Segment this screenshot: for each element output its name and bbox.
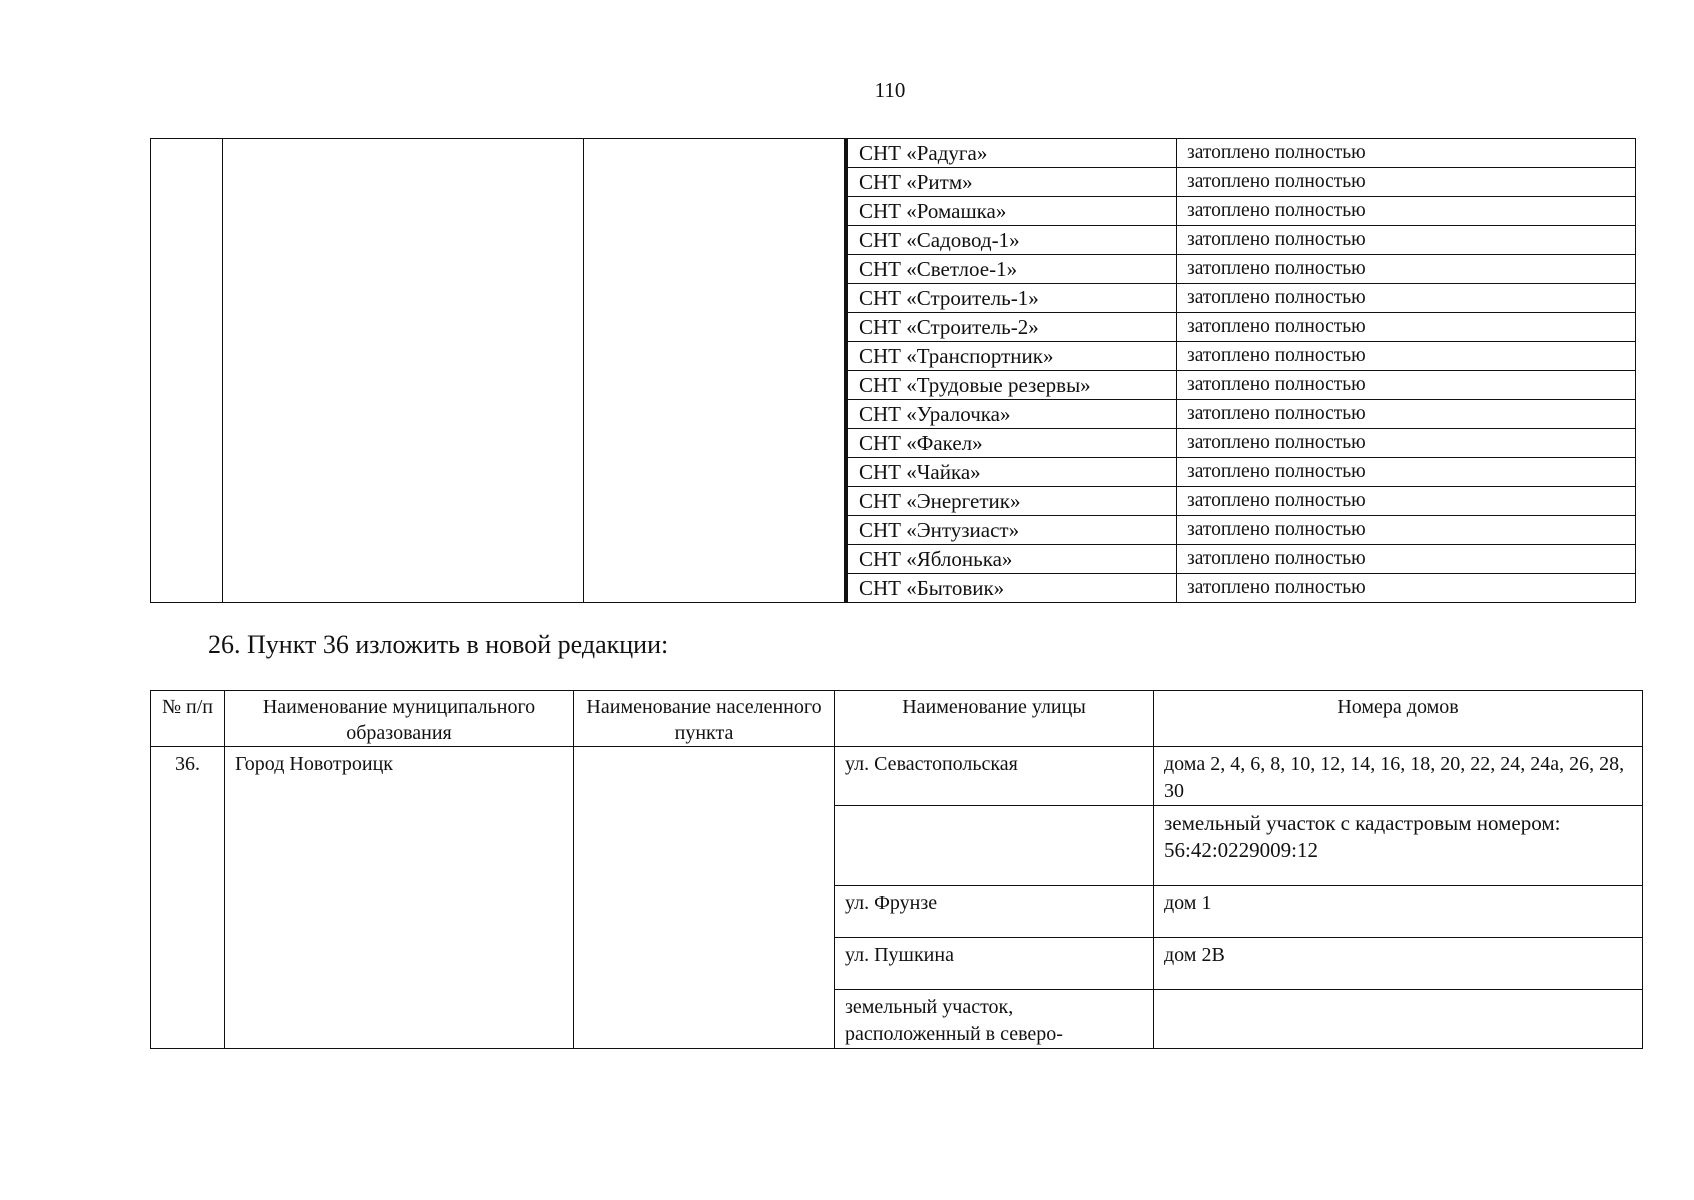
table-row: [151, 747, 1643, 806]
flood-status-cell: затоплено полностью: [1177, 197, 1636, 226]
empty-merged-cell: [151, 139, 223, 603]
section-heading: 26. Пункт 36 изложить в новой редакции:: [208, 630, 669, 659]
flood-status-cell: затоплено полностью: [1177, 284, 1636, 313]
snt-name-cell: СНТ «Энтузиаст»: [846, 516, 1177, 545]
street-cell: земельный участок, расположенный в северо-: [835, 990, 1154, 1049]
flood-status-cell: затоплено полностью: [1177, 342, 1636, 371]
flood-status-cell: затоплено полностью: [1177, 487, 1636, 516]
snt-name-cell: СНТ «Факел»: [846, 429, 1177, 458]
snt-name-cell: СНТ «Чайка»: [846, 458, 1177, 487]
flood-status-cell: затоплено полностью: [1177, 545, 1636, 574]
snt-name-cell: СНТ «Радуга»: [846, 139, 1177, 168]
snt-name-cell: СНТ «Строитель-2»: [846, 313, 1177, 342]
snt-name-cell: СНТ «Транспортник»: [846, 342, 1177, 371]
page-number: 110: [874, 78, 906, 102]
settlement-cell: [574, 747, 835, 1049]
empty-merged-cell: [223, 139, 584, 603]
municipality-cell: Город Новотроицк: [225, 747, 574, 1049]
address-table-header-row: [151, 691, 1643, 747]
flood-status-cell: затоплено полностью: [1177, 458, 1636, 487]
flood-status-cell: затоплено полностью: [1177, 226, 1636, 255]
snt-flood-table-body: [151, 139, 1636, 603]
houses-cell: дома 2, 4, 6, 8, 10, 12, 14, 16, 18, 20, 22, 24, 24а, 26, 28, 30: [1154, 747, 1643, 806]
flood-status-cell: затоплено полностью: [1177, 139, 1636, 168]
flood-status-cell: затоплено полностью: [1177, 516, 1636, 545]
street-cell: [835, 806, 1154, 886]
empty-merged-cell: [584, 139, 847, 603]
street-cell: ул. Севастопольская: [835, 747, 1154, 806]
flood-status-cell: затоплено полностью: [1177, 371, 1636, 400]
snt-flood-table: [150, 138, 1636, 603]
snt-name-cell: СНТ «Строитель-1»: [846, 284, 1177, 313]
header-street: Наименование улицы: [835, 691, 1154, 747]
header-num: № п/п: [151, 691, 225, 747]
snt-name-cell: СНТ «Трудовые резервы»: [846, 371, 1177, 400]
flood-status-cell: затоплено полностью: [1177, 429, 1636, 458]
snt-name-cell: СНТ «Бытовик»: [846, 574, 1177, 603]
houses-cell: дом 2В: [1154, 938, 1643, 990]
street-cell: ул. Фрунзе: [835, 886, 1154, 938]
flood-status-cell: затоплено полностью: [1177, 400, 1636, 429]
address-table: [150, 690, 1643, 1049]
snt-name-cell: СНТ «Светлое-1»: [846, 255, 1177, 284]
flood-status-cell: затоплено полностью: [1177, 168, 1636, 197]
snt-name-cell: СНТ «Садовод-1»: [846, 226, 1177, 255]
header-municipality: Наименование муниципального образования: [225, 691, 574, 747]
snt-name-cell: СНТ «Ромашка»: [846, 197, 1177, 226]
snt-name-cell: СНТ «Яблонька»: [846, 545, 1177, 574]
header-settlement: Наименование населенного пункта: [574, 691, 835, 747]
snt-name-cell: СНТ «Уралочка»: [846, 400, 1177, 429]
houses-cell: дом 1: [1154, 886, 1643, 938]
snt-name-cell: СНТ «Ритм»: [846, 168, 1177, 197]
houses-cell: земельный участок с кадастровым номером: 56:42:0229009:12: [1154, 806, 1643, 886]
header-houses: Номера домов: [1154, 691, 1643, 747]
flood-status-cell: затоплено полностью: [1177, 313, 1636, 342]
flood-status-cell: затоплено полностью: [1177, 574, 1636, 603]
row-number: 36.: [151, 747, 225, 1049]
flood-status-cell: затоплено полностью: [1177, 255, 1636, 284]
table-row: [151, 139, 1636, 168]
houses-cell: [1154, 990, 1643, 1049]
street-cell: ул. Пушкина: [835, 938, 1154, 990]
snt-name-cell: СНТ «Энергетик»: [846, 487, 1177, 516]
